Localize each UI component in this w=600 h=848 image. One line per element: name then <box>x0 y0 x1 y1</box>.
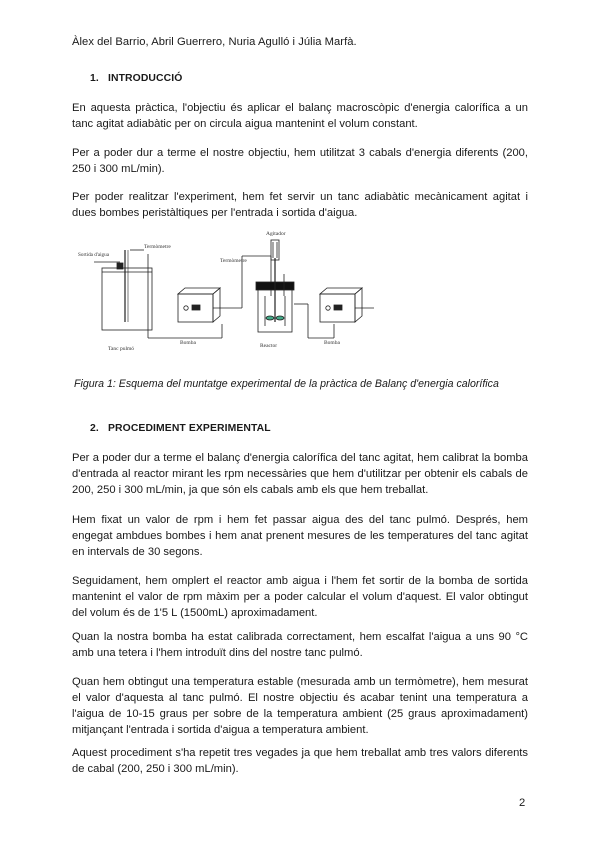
section-title: INTRODUCCIÓ <box>108 73 183 84</box>
lung-tank-label: Tanc pulmó <box>108 346 135 352</box>
page-number: 2 <box>519 797 526 809</box>
section-number: 1. <box>90 73 99 84</box>
section-title: PROCEDIMENT EXPERIMENTAL <box>108 423 271 434</box>
section-heading-procedure <box>90 423 271 434</box>
procedure-paragraph-1: Per a poder dur a terme el balanç d'energia calorífica del tanc agitat, hem calibrat la bomba d'entrada al reactor mirant les rpm necessàries que hem d'utilitzar per obtenir els cabals de 200, 250 i 300 mL/min, ja que són els cabals amb els que hem treballat. <box>72 452 528 496</box>
left-pump-label: Bomba <box>180 340 196 346</box>
authors-line: Àlex del Barrio, Abril Guerrero, Nuria Agulló i Júlia Marfà. <box>72 36 357 48</box>
thermometer-label-left: Termòmetre <box>144 244 171 250</box>
procedure-paragraph-2: Hem fixat un valor de rpm i hem fet passar aigua des del tanc pulmó. Després, hem engegat ambdues bombes i hem anat prenent mesures de les temperatures del tanc agitat en intervals de 30 segons. <box>72 514 528 558</box>
thermometer-label-right: Termòmetre <box>220 258 247 264</box>
section-heading-introduction <box>90 73 182 84</box>
procedure-paragraph-6: Aquest procediment s'ha repetit tres vegades ja que hem treballat amb tres valors diferents de cabal (200, 250 i 300 mL/min). <box>72 747 528 775</box>
procedure-paragraph-5: Quan hem obtingut una temperatura estable (mesurada amb un termòmetre), hem mesurat el valor d'aquesta al tanc pulmó. El nostre objectiu és acabar tenint una temperatura a l'aigua de 10-15 graus per sobre de la temperatura ambient (25 graus aproximadament) mitjançant l'entrada i sortida d'aigua a temperatura ambient. <box>72 676 528 736</box>
procedure-paragraph-4: Quan la nostra bomba ha estat calibrada correctament, hem escalfat l'aigua a uns 90 °C amb una tetera i l'hem introduït dins del nostre tanc pulmó. <box>72 631 528 659</box>
reactor-label: Reactor <box>260 343 278 349</box>
right-pump-shape <box>320 288 362 322</box>
intro-paragraph-2: Per a poder dur a terme el nostre objectiu, hem utilitzat 3 cabals d'energia diferents (200, 250 i 300 mL/min). <box>72 147 528 175</box>
figure-caption: Figura 1: Esquema del muntatge experimental de la pràctica de Balanç d'energia calorífica <box>74 378 499 390</box>
intro-paragraph-3: Per poder realitzar l'experiment, hem fet servir un tanc adiabàtic mecànicament agitat i dues bombes peristàltiques per l'entrada i sortida d'aigua. <box>72 191 528 219</box>
agitator-label: Agitador <box>266 231 286 237</box>
right-pump-label: Bomba <box>324 340 340 346</box>
water-outlet-label: Sortida d'aigua <box>78 252 110 258</box>
experimental-setup-diagram <box>72 226 402 358</box>
intro-paragraph-1: En aquesta pràctica, l'objectiu és aplicar el balanç macroscòpic d'energia calorífica a un tanc agitat adiabàtic per on circula aigua mantenint el volum constant. <box>72 102 528 130</box>
left-pump-shape <box>178 288 220 322</box>
section-number: 2. <box>90 423 99 434</box>
lung-tank-shape <box>102 268 152 330</box>
reactor-shape <box>256 240 294 332</box>
procedure-paragraph-3: Seguidament, hem omplert el reactor amb aigua i l'hem fet sortir de la bomba de sortida mantenint el valor de rpm màxim per a poder calcular el volum d'aquest. El valor obtingut del volum és de 1'5 L (1500mL) aproximadament. <box>72 575 528 619</box>
